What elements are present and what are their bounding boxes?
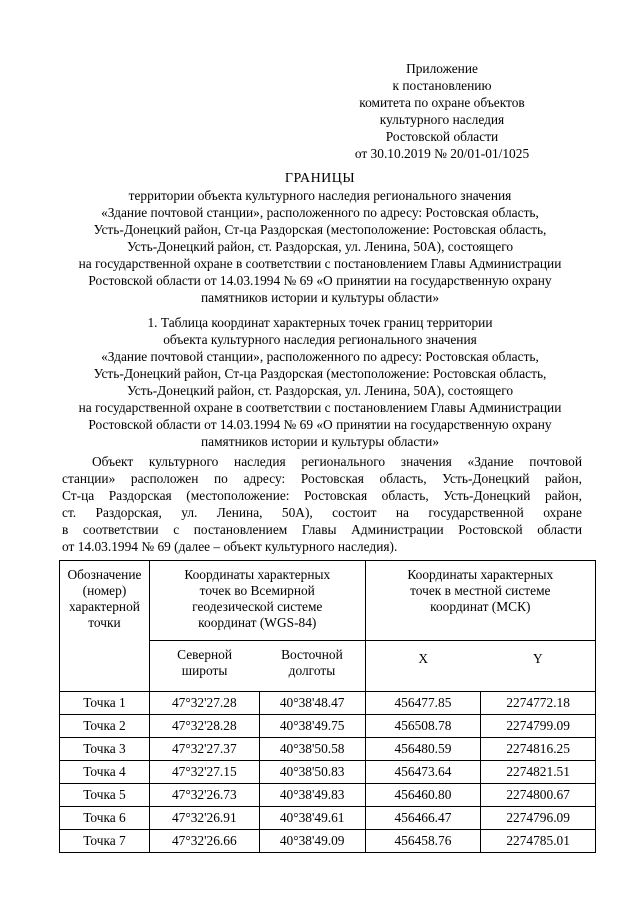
header-msk: Координаты характерных точек в местной системе координат (МСК) xyxy=(365,561,595,641)
cell-lon: 40°38'49.75 xyxy=(259,715,365,738)
cell-x: 456480.59 xyxy=(365,738,481,761)
table-row xyxy=(60,715,596,738)
title-line: на государственной охране в соответствии с постановлением Главы Администрации xyxy=(78,256,562,271)
table-row xyxy=(60,761,596,784)
cell-lat: 47°32'26.73 xyxy=(149,784,259,807)
cell-x: 456477.85 xyxy=(365,692,481,715)
appendix-line: культурного наследия xyxy=(379,112,505,127)
appendix-line: Приложение xyxy=(406,61,478,76)
table-row xyxy=(60,784,596,807)
cell-lon: 40°38'49.83 xyxy=(259,784,365,807)
table-row xyxy=(60,807,596,830)
table-caption xyxy=(40,314,600,450)
header-x: X xyxy=(365,641,481,692)
caption-line: на государственной охране в соответствии с постановлением Главы Администрации xyxy=(78,400,562,415)
title-line: Усть-Донецкий район, Ст-ца Раздорская (местоположение: Ростовская область, xyxy=(93,222,547,237)
caption-line: 1. Таблица координат характерных точек границ территории xyxy=(147,315,493,330)
caption-line: Усть-Донецкий район, Ст-ца Раздорская (местоположение: Ростовская область, xyxy=(93,366,547,381)
caption-line: объекта культурного наследия регионального значения xyxy=(163,332,477,347)
appendix-line: комитета по охране объектов xyxy=(359,95,525,110)
intro-line: Объект культурного наследия регионального значения «Здание почтовой xyxy=(92,454,582,469)
cell-name: Точка 6 xyxy=(60,807,150,830)
caption-line: Ростовской области от 14.03.1994 № 69 «О принятии на государственную охрану xyxy=(88,417,552,432)
title-line: Ростовской области от 14.03.1994 № 69 «О принятии на государственную охрану xyxy=(88,273,552,288)
cell-name: Точка 4 xyxy=(60,761,150,784)
cell-name: Точка 5 xyxy=(60,784,150,807)
caption-line: «Здание почтовой станции», расположенного по адресу: Ростовская область, xyxy=(101,349,539,364)
cell-lon: 40°38'49.09 xyxy=(259,830,365,853)
cell-lon: 40°38'50.83 xyxy=(259,761,365,784)
title-line: памятников истории и культуры области» xyxy=(200,290,440,305)
cell-lat: 47°32'27.37 xyxy=(149,738,259,761)
intro-line: ст. Раздорская, ул. Ленина, 50А), состоит на государственной охране xyxy=(62,505,582,520)
cell-x: 456473.64 xyxy=(365,761,481,784)
header-y: Y xyxy=(481,641,596,692)
cell-lon: 40°38'48.47 xyxy=(259,692,365,715)
table-row xyxy=(60,830,596,853)
header-longitude: Восточной долготы xyxy=(259,641,365,692)
cell-lat: 47°32'28.28 xyxy=(149,715,259,738)
cell-x: 456460.80 xyxy=(365,784,481,807)
cell-lat: 47°32'27.15 xyxy=(149,761,259,784)
intro-line: от 14.03.1994 № 69 (далее – объект культурного наследия). xyxy=(62,539,398,554)
cell-x: 456466.47 xyxy=(365,807,481,830)
document-title xyxy=(40,170,600,306)
intro-paragraph xyxy=(62,453,582,555)
cell-lon: 40°38'50.58 xyxy=(259,738,365,761)
cell-y: 2274772.18 xyxy=(481,692,596,715)
intro-line: в соответствии с постановлением Главы Администрации Ростовской области xyxy=(62,522,582,537)
cell-name: Точка 2 xyxy=(60,715,150,738)
table-row xyxy=(60,692,596,715)
title-line: территории объекта культурного наследия регионального значения xyxy=(128,188,512,203)
appendix-line: от 30.10.2019 № 20/01-01/1025 xyxy=(354,146,530,161)
cell-y: 2274799.09 xyxy=(481,715,596,738)
coordinates-table xyxy=(59,560,596,853)
intro-line: станции» расположен по адресу: Ростовская область, Усть-Донецкий район, xyxy=(62,471,582,486)
cell-y: 2274821.51 xyxy=(481,761,596,784)
cell-name: Точка 3 xyxy=(60,738,150,761)
title-line: Усть-Донецкий район, ст. Раздорская, ул. Ленина, 50А), состоящего xyxy=(126,239,514,254)
caption-line: памятников истории и культуры области» xyxy=(200,434,440,449)
intro-line: Ст-ца Раздорская (местоположение: Ростовская область, Усть-Донецкий район, xyxy=(62,488,582,503)
cell-y: 2274785.01 xyxy=(481,830,596,853)
table-row xyxy=(60,738,596,761)
cell-lat: 47°32'26.66 xyxy=(149,830,259,853)
caption-line: Усть-Донецкий район, ст. Раздорская, ул. Ленина, 50А), состоящего xyxy=(126,383,514,398)
appendix-line: к постановлению xyxy=(392,78,492,93)
cell-y: 2274800.67 xyxy=(481,784,596,807)
cell-name: Точка 7 xyxy=(60,830,150,853)
header-wgs84: Координаты характерных точек во Всемирной геодезической системе координат (WGS-84) xyxy=(149,561,365,641)
header-point-designation: Обозначение (номер) характерной точки xyxy=(60,561,150,692)
header-latitude: Северной широты xyxy=(149,641,259,692)
cell-lat: 47°32'27.28 xyxy=(149,692,259,715)
appendix-block xyxy=(292,60,592,162)
cell-y: 2274816.25 xyxy=(481,738,596,761)
cell-name: Точка 1 xyxy=(60,692,150,715)
appendix-line: Ростовской области xyxy=(385,129,499,144)
cell-lat: 47°32'26.91 xyxy=(149,807,259,830)
cell-x: 456508.78 xyxy=(365,715,481,738)
title-line: «Здание почтовой станции», расположенного по адресу: Ростовская область, xyxy=(101,205,539,220)
cell-lon: 40°38'49.61 xyxy=(259,807,365,830)
page-title: ГРАНИЦЫ xyxy=(284,171,356,186)
cell-x: 456458.76 xyxy=(365,830,481,853)
cell-y: 2274796.09 xyxy=(481,807,596,830)
